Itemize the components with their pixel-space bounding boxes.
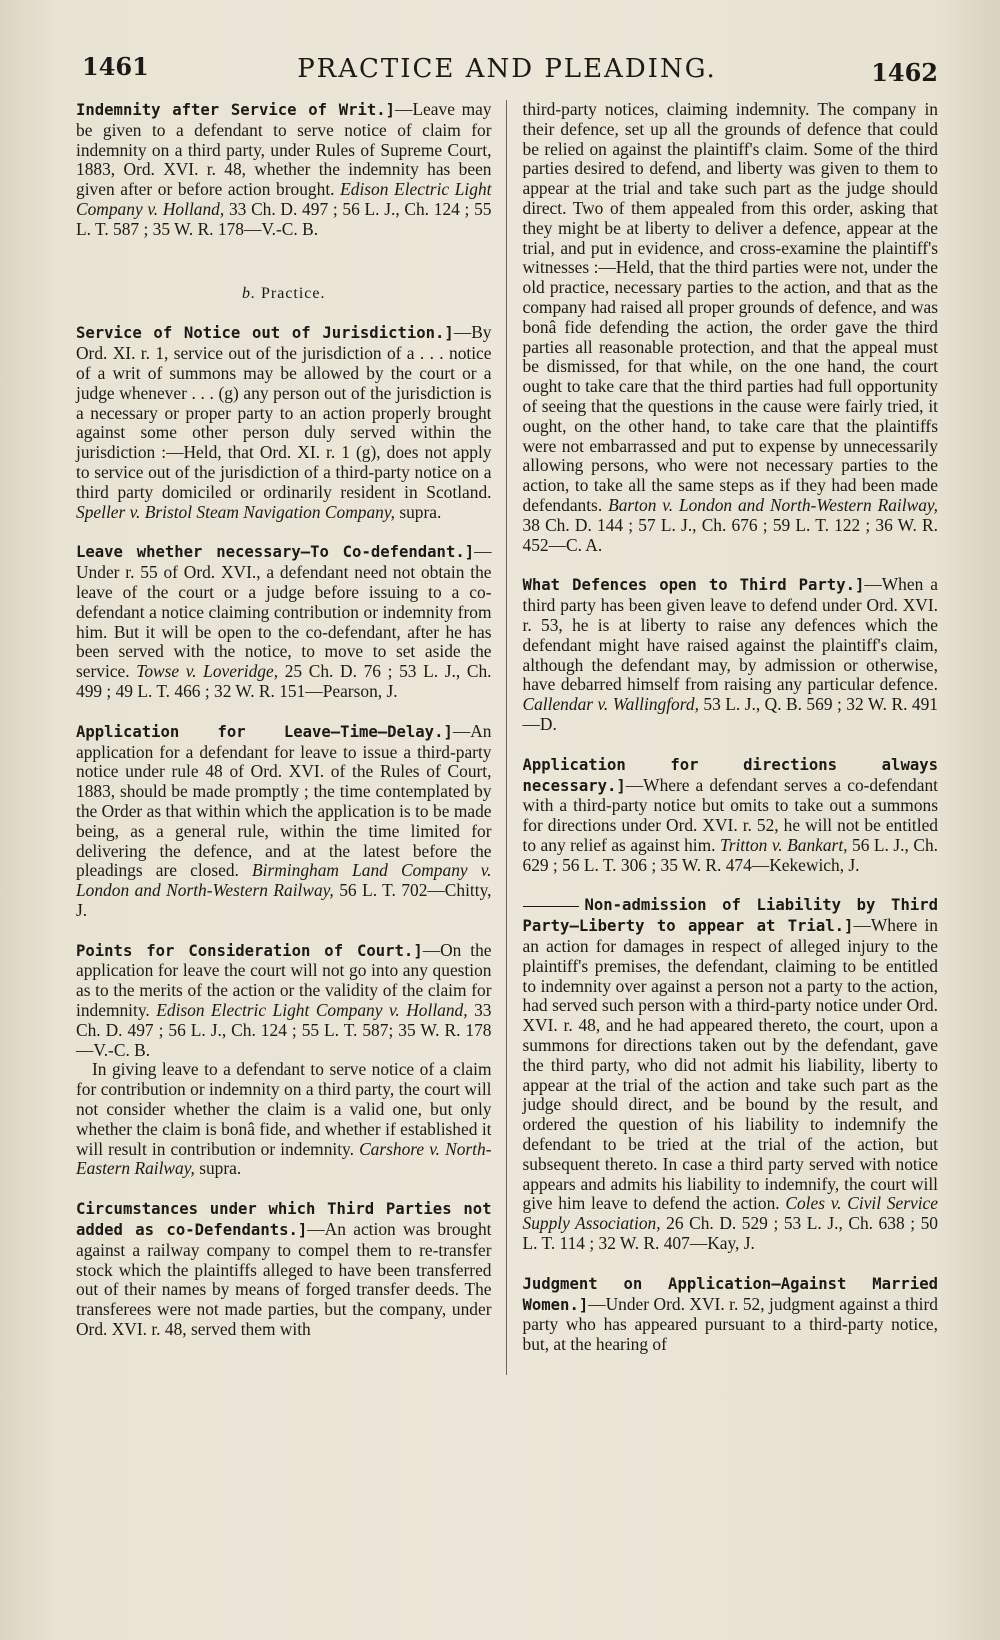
citation: supra. [194, 1158, 242, 1179]
entry-continuation-barton [523, 100, 939, 555]
page-number-right: 1462 [871, 58, 938, 87]
entry-text: —By Ord. XI. r. 1, service out of the jurisdiction of a . . . notice of a writ of summons may be allowed by the court or a judge whenever . . . (g) any person out of the jurisdiction is a necessary or proper party to an action properly brought against some other person duly served within the jurisdiction :—Held, that Ord. XI. r. 1 (g), does not apply to service out of the jurisdiction of a third-party notice on a third party domiciled or ordinarily resident in Scotland. [76, 322, 492, 502]
entry-points-for-consideration [76, 941, 492, 1180]
case-name: Barton v. London and North-Western Railway, [608, 494, 938, 515]
citation: 56 L. T. 702—Chitty, J. [76, 880, 492, 920]
page-title: PRACTICE AND PLEADING. [297, 54, 717, 84]
left-column [76, 100, 506, 1375]
entry-text: —Under r. 55 of Ord. XVI., a defendant need not obtain the leave of the court or a judge before issuing to a co-defendant a notice claiming contribution or indemnity from him. But it will be open to the co-defendant, after he has been served with the notice, to move to set aside the service. [76, 541, 492, 682]
entry-text: —When a third party has been given leave to defend under Ord. XVI. r. 53, he is at liberty to raise any defences which the defendant might have raised against the plaintiff's claim, although the defendant may, by admission or otherwise, have debarred himself from raising any particular defence. [522, 574, 938, 695]
citation: 33 Ch. D. 497 ; 56 L. J., Ch. 124 ; 55 L. T. 587 ; 35 W. R. 178—V.-C. B. [76, 198, 492, 239]
entry-text: In giving leave to a defendant to serve notice of a claim for contribution or indemnity on a third party, the court will not consider whether the claim is a valid one, but only whether the claim is bonâ fide, and whether if established it will result in contribution or indemnity. [76, 1059, 492, 1159]
entry-text: —Leave may be given to a defendant to serve notice of claim for indemnity on a third party, under Rules of Supreme Court, 1883, Ord. XVI. r. 48, whether the indemnity has been given after or before action brought. [76, 99, 492, 200]
entry-non-admission-of-liability [523, 895, 939, 1253]
entry-text: —An application for a defendant for leave to issue a third-party notice under rule 48 of Ord. XVI. of the Rules of Court, 1883, should be made promptly ; the time contemplated by the Order as that within which the application is to be made being, as a general rule, within the time limited for delivering the defence, and at the latest before the pleadings are closed. [76, 720, 492, 881]
case-name: Callendar v. Wallingford, [522, 694, 699, 715]
entry-heading: Points for Consideration of Court.] [76, 941, 423, 960]
case-name: Carshore v. North-Eastern Railway, [76, 1138, 492, 1179]
entry-application-for-leave [76, 722, 492, 921]
entry-application-for-directions [523, 755, 939, 876]
citation: 33 Ch. D. 497 ; 56 L. J., Ch. 124 ; 55 L. T. 587; 35 W. R. 178—V.-C. B. [76, 1000, 492, 1060]
case-name: Birmingham Land Company v. London and North-Western Railway, [76, 860, 492, 901]
right-column [506, 100, 939, 1375]
case-name: Towse v. Loveridge, [136, 661, 279, 682]
entry-text: —Where a defendant serves a co-defendant with a third-party notice but omits to take out a summons for directions under Ord. XVI. r. 52, he will not be entitled to any relief as against him. [522, 774, 938, 855]
entry-text: —An action was brought against a railway company to compel them to re-transfer stock which the plaintiffs alleged to have been transferred out of their names by means of forged transfer deeds. The transferees were not made parties, but the company, under Ord. XVI. r. 48, served them with [76, 1219, 492, 1340]
entry-heading: What Defences open to Third Party.] [522, 576, 865, 595]
entry-what-defences-open [523, 575, 939, 734]
case-name: Tritton v. Bankart, [719, 834, 848, 855]
citation: supra. [394, 501, 442, 522]
entry-text: third-party notices, claiming indemnity. The company in their defence, set up all the grounds of defence that could be relied on against the plaintiff's claim. Some of the third parties desired to defend, and liberty was given to them to appear at the trial and take such part as the judge should direct. Two of them appealed from this order, asking that they might be at liberty to deliver a defence, appear at the trial, and put in evidence, and cross-examine the plaintiff's witnesses :—Held, that the third parties were not, under the old practice, necessary parties to the action, and that as the company had raised all proper grounds of defence, and was bonâ fide defending the action, the order gave the third parties all reasonable protection, and that the appeal must be dismissed, for that while, on the one hand, the court ought to take care that the third parties had full opportunity of seeing that the questions in the cause were fairly tried, it ought, on the other hand, to take care that the plaintiffs were not embarrassed and put to expense by unnecessarily allowing persons, who were not necessary parties to the action, to take all the same steps as if they had been made defendants. [522, 99, 938, 515]
citation: 25 Ch. D. 76 ; 53 L. J., Ch. 499 ; 49 L. T. 466 ; 32 W. R. 151—Pearson, J. [76, 661, 492, 701]
two-column-body [76, 100, 938, 1375]
page-number-left: 1461 [82, 52, 149, 81]
entry-heading: Service of Notice out of Jurisdiction.] [76, 324, 454, 343]
entry-heading: Judgment on Application—Against Married Women.] [522, 1274, 938, 1314]
section-letter: b. [241, 284, 256, 302]
ditto-dash [523, 906, 579, 907]
entry-indemnity-after-service [76, 100, 492, 240]
entry-heading: Application for directions always necessary.] [522, 755, 938, 795]
entry-text: —On the application for leave the court will not go into any question as to the merits of the action or the validity of the claim for indemnity. [76, 939, 492, 1021]
case-name: Speller v. Bristol Steam Navigation Company, [76, 501, 395, 522]
section-heading [76, 284, 492, 304]
case-name: Edison Electric Light Company v. Holland, [156, 1000, 468, 1021]
entry-heading: Circumstances under which Third Parties not added as co-Defendants.] [76, 1200, 492, 1240]
entry-judgment-on-application [523, 1274, 939, 1355]
entry-service-out-of-jurisdiction [76, 323, 492, 522]
citation: 53 L. J., Q. B. 569 ; 32 W. R. 491—D. [522, 694, 938, 734]
entry-heading: Indemnity after Service of Writ.] [76, 101, 396, 119]
entry-text: —Under Ord. XVI. r. 52, judgment against a third party who has appeared pursuant to a third-party notice, but, at the hearing of [522, 1293, 938, 1355]
citation: 38 Ch. D. 144 ; 57 L. J., Ch. 676 ; 59 L. T. 122 ; 36 W. R. 452—C. A. [522, 514, 938, 555]
running-header [76, 48, 938, 100]
entry-leave-whether-necessary [76, 542, 492, 701]
section-name: Practice. [260, 284, 326, 302]
entry-circumstances-third-parties [76, 1199, 492, 1340]
citation: 26 Ch. D. 529 ; 53 L. J., Ch. 638 ; 50 L. T. 114 ; 32 W. R. 407—Kay, J. [522, 1213, 938, 1254]
entry-heading: Non-admission of Liability by Third Party—Liberty to appear at Trial.] [522, 896, 938, 936]
citation: 56 L. J., Ch. 629 ; 56 L. T. 306 ; 35 W. R. 474—Kekewich, J. [522, 834, 938, 875]
entry-text: —Where in an action for damages in respect of alleged injury to the plaintiff's premises, the defendant, claiming to be entitled to indemnity over against a person not a party to the action, had served such person with a third-party notice under Ord. XVI. r. 48, and he had appeared thereto, the court, upon a summons for directions taken out by the defendant, gave the third party, who did not admit his liability, liberty to appear at the trial of the action and take such part as the judge should direct, and be bound by the result, and ordered the question of his liability to indemnify the defendant to be tried at the trial of the action, but subsequent thereto. In case a third party served with notice appears and admits his liability to indemnify, the court will give him leave to defend the action. [522, 915, 938, 1214]
entry-heading: Leave whether necessary—To Co-defendant.] [76, 543, 475, 562]
entry-heading: Application for Leave—Time—Delay.] [76, 722, 453, 741]
case-name: Edison Electric Light Company v. Holland, [76, 179, 492, 219]
case-name: Coles v. Civil Service Supply Association, [522, 1193, 938, 1234]
